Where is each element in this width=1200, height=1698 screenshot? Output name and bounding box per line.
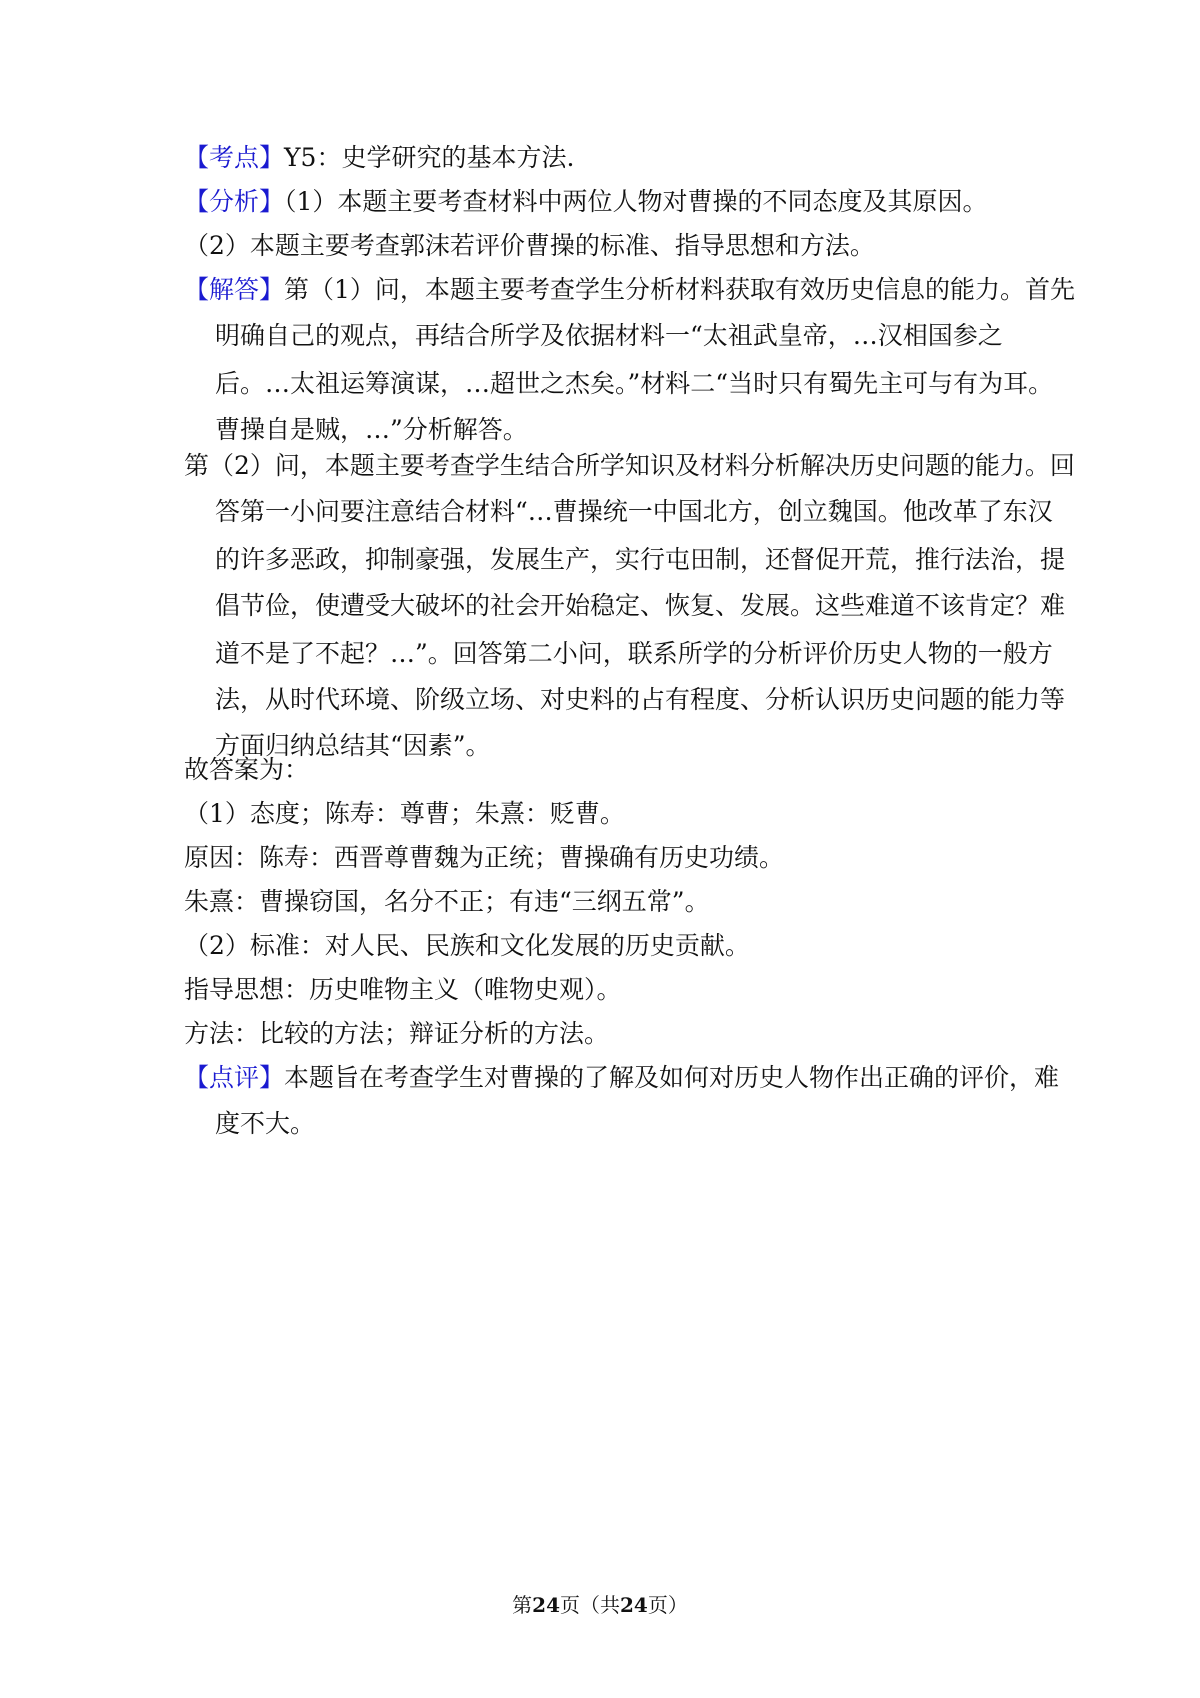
jieda-paragraph	[184, 266, 1075, 453]
jieda-tag: 【解答】	[184, 274, 285, 304]
kaodian-paragraph	[184, 134, 1044, 181]
jieda-text-2: 第（2）问，本题主要考查学生结合所学知识及材料分析解决历史问题的能力。回答第一小问要注意结合材料“…曹操统一中国北方，创立魏国。他改革了东汉的许多恶政，抑制豪强，发展生产，实行屯田制，还督促开荒，推行法治，提倡节俭，使遭受大破坏的社会开始稳定、恢复、发展。这些难道不该肯定？难道不是了不起？…”。回答第二小问，联系所学的分析评价历史人物的一般方法，从时代环境、阶级立场、对史料的占有程度、分析认识历史问题的能力等方面归纳总结其“因素”。	[184, 450, 1075, 761]
answer-line-3: 朱熹：曹操窃国，名分不正；有违“三纲五常”。	[184, 886, 710, 916]
kaodian-tag: 【考点】	[184, 142, 285, 172]
answer-line-1: （1）态度；陈寿：尊曹；朱熹：贬曹。	[184, 798, 625, 828]
footer-total-pages: 24	[620, 1596, 648, 1618]
fenxi-text-2: （2）本题主要考查郭沫若评价曹操的标准、指导思想和方法。	[184, 230, 875, 260]
dianping-tag: 【点评】	[184, 1062, 285, 1092]
answer-line-2: 原因：陈寿：西晋尊曹魏为正统；曹操确有历史功绩。	[184, 842, 785, 872]
dianping-paragraph	[184, 1054, 1075, 1148]
jieda-text-1: 第（1）问，本题主要考查学生分析材料获取有效历史信息的能力。首先明确自己的观点，再结合所学及依据材料一“太祖武皇帝，…汉相国参之后。…太祖运筹演谋，…超世之杰矣。”材料二“当时只有蜀先主可与有为耳。曹操自是贼，…”分析解答。	[215, 274, 1075, 445]
answer-intro: 故答案为：	[184, 754, 310, 784]
page-footer	[0, 1594, 1200, 1622]
footer-suffix: 页）	[647, 1596, 688, 1618]
footer-prefix: 第	[512, 1596, 533, 1618]
footer-middle: 页（共	[560, 1596, 620, 1618]
answer-line-6: 方法：比较的方法；辩证分析的方法。	[184, 1018, 610, 1048]
fenxi-paragraph-2	[184, 222, 1044, 269]
fenxi-tag: 【分析】	[184, 186, 285, 216]
jieda-paragraph-2	[184, 442, 1075, 770]
footer-page-number: 24	[532, 1596, 560, 1618]
answer-line-5: 指导思想：历史唯物主义（唯物史观）。	[184, 974, 622, 1004]
dianping-text: 本题旨在考查学生对曹操的了解及如何对历史人物作出正确的评价，难度不大。	[215, 1062, 1060, 1139]
fenxi-paragraph	[184, 178, 1044, 225]
fenxi-text-1: （1）本题主要考查材料中两位人物对曹操的不同态度及其原因。	[284, 186, 988, 216]
kaodian-text: Y5：史学研究的基本方法.	[284, 142, 575, 172]
answer-line-4: （2）标准：对人民、民族和文化发展的历史贡献。	[184, 930, 750, 960]
